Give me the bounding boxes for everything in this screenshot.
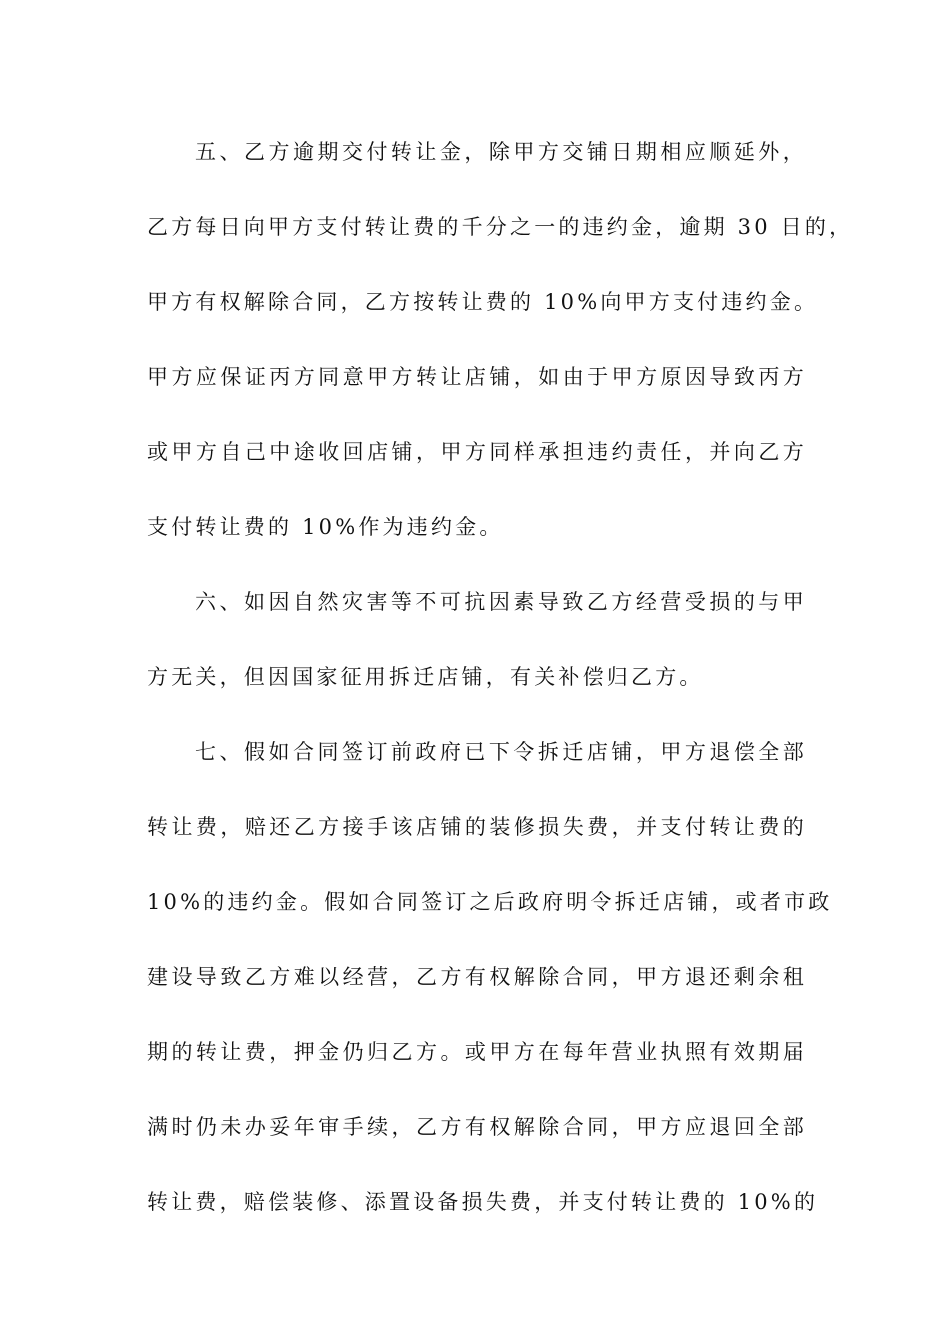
text-line-14: 满时仍未办妥年审手续，乙方有权解除合同，甲方应退回全部 (147, 1115, 807, 1139)
text-line-1: 五、乙方逾期交付转让金，除甲方交铺日期相应顺延外， (195, 140, 807, 164)
text-line-9: 七、假如合同签订前政府已下令拆迁店铺，甲方退偿全部 (195, 740, 807, 764)
text-line-7: 六、如因自然灾害等不可抗因素导致乙方经营受损的与甲 (195, 590, 807, 614)
text-line-6: 支付转让费的 10%作为违约金。 (147, 515, 504, 539)
text-line-11: 10%的违约金。假如合同签订之后政府明令拆迁店铺，或者市政 (147, 890, 833, 914)
text-line-5: 或甲方自己中途收回店铺，甲方同样承担违约责任，并向乙方 (147, 440, 807, 464)
text-line-4: 甲方应保证丙方同意甲方转让店铺，如由于甲方原因导致丙方 (147, 365, 807, 389)
text-line-3: 甲方有权解除合同，乙方按转让费的 10%向甲方支付违约金。 (147, 290, 819, 314)
text-line-15: 转让费，赔偿装修、添置设备损失费，并支付转让费的 10%的 (147, 1190, 819, 1214)
text-line-8: 方无关，但因国家征用拆迁店铺，有关补偿归乙方。 (147, 665, 704, 689)
text-line-10: 转让费，赔还乙方接手该店铺的装修损失费，并支付转让费的 (147, 815, 807, 839)
text-line-13: 期的转让费，押金仍归乙方。或甲方在每年营业执照有效期届 (147, 1040, 807, 1064)
text-line-12: 建设导致乙方难以经营，乙方有权解除合同，甲方退还剩余租 (147, 965, 807, 989)
text-line-2: 乙方每日向甲方支付转让费的千分之一的违约金，逾期 30 日的， (147, 215, 854, 239)
